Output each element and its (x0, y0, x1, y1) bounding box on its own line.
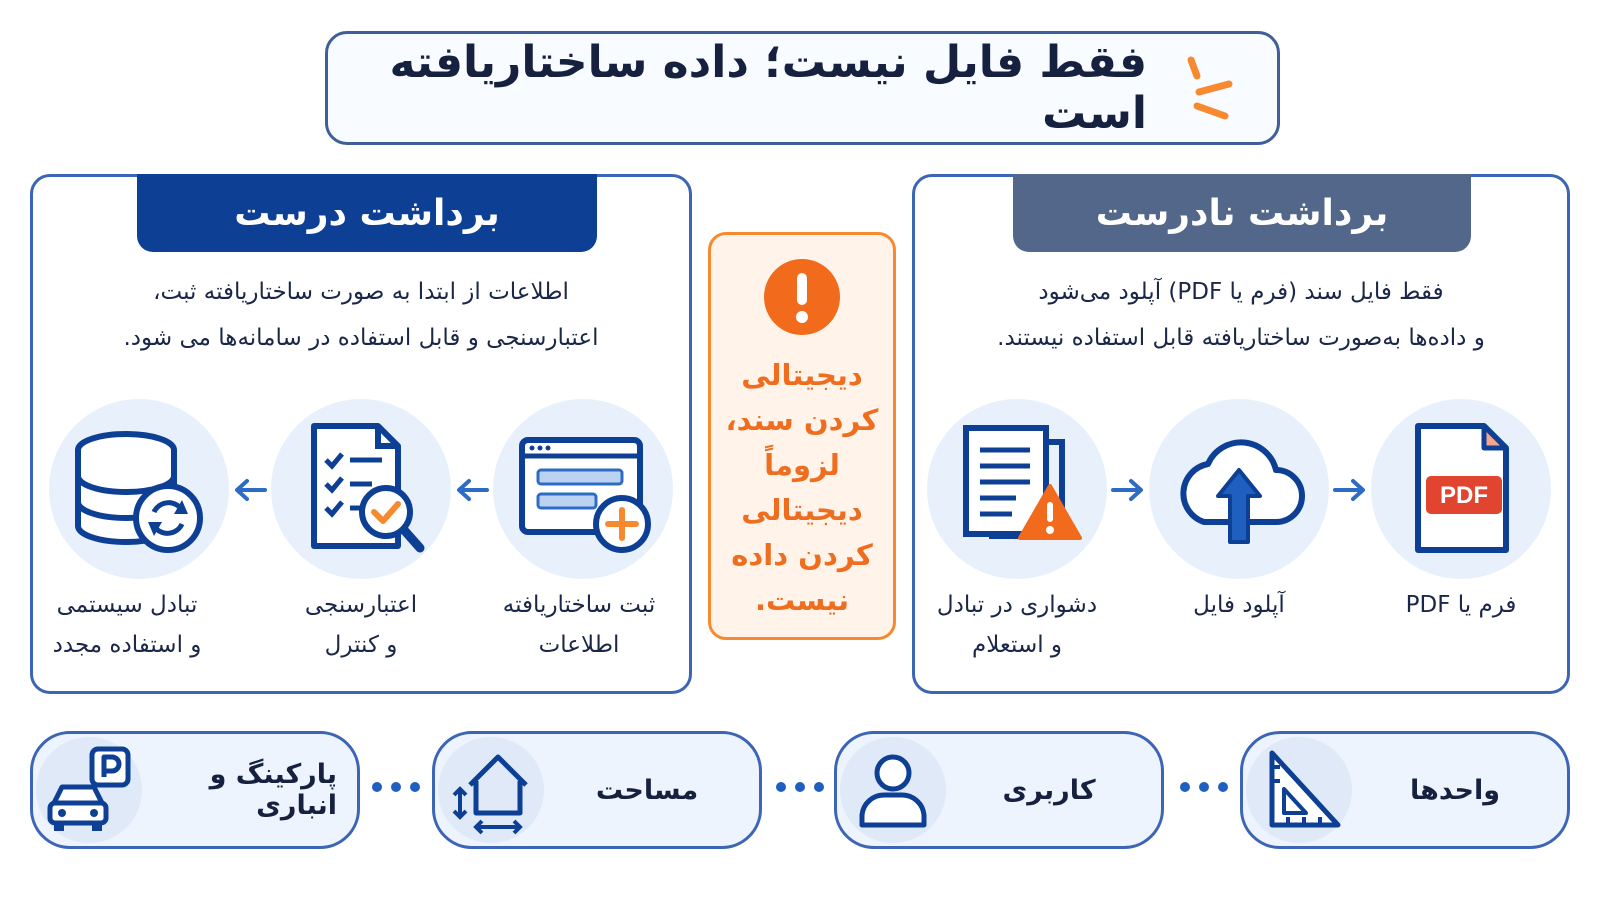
step-label-line: تبادل سیستمی (56, 592, 198, 618)
wrong-desc-line: فقط فایل سند (فرم یا PDF) آپلود می‌شود (1038, 279, 1444, 305)
title-box (325, 31, 1280, 145)
category-area (432, 731, 762, 849)
user-icon (848, 745, 938, 835)
correct-perception-panel (30, 174, 692, 694)
category-label: پارکینگ و انباری (209, 759, 337, 821)
correct-desc-line: اطلاعات از ابتدا به صورت ساختاریافته ثبت، (153, 279, 569, 305)
step-label-line: اعتبارسنجی (304, 592, 418, 618)
step-label-line: دشواری در تبادل (936, 592, 1098, 618)
exclamation-icon (762, 257, 842, 337)
step-label-line: و استفاده مجدد (52, 632, 202, 658)
center-note-text (719, 353, 885, 623)
wrong-desc-line: و داده‌ها به‌صورت ساختاریافته قابل استفاده نیستند. (997, 325, 1485, 351)
step-label (27, 585, 227, 665)
pdf-badge-text: PDF (1440, 482, 1488, 509)
step-label (1361, 585, 1561, 625)
arrow-left-icon (455, 477, 489, 503)
arrow-right-icon (1111, 477, 1145, 503)
category-icon-circle (840, 737, 946, 843)
step-label (1139, 585, 1339, 625)
wrong-panel-description (945, 269, 1537, 361)
center-note-line: دیجیتالی (741, 493, 863, 527)
form-add-icon (508, 414, 658, 564)
category-label: واحدها (1410, 774, 1500, 806)
arrow-left-icon (233, 477, 267, 503)
category-parking (30, 731, 360, 849)
step-label-line: آپلود فایل (1193, 592, 1285, 618)
wrong-perception-panel (912, 174, 1570, 694)
category-label: مساحت (595, 774, 699, 806)
page-title: فقط فایل نیست؛ داده ساختاریافته است (389, 37, 1147, 139)
step-label-line: و کنترل (324, 632, 398, 658)
dots-connector (1178, 780, 1230, 794)
step-circle (1371, 399, 1551, 579)
document-warning-icon (942, 414, 1092, 564)
step-label (261, 585, 461, 665)
cloud-upload-icon (1164, 414, 1314, 564)
correct-desc-line: اعتبارسنجی و قابل استفاده در سامانه‌ها می شود. (123, 325, 599, 351)
step-label-line: فرم یا PDF (1405, 592, 1517, 618)
step-circle (493, 399, 673, 579)
pdf-file-icon (1386, 414, 1536, 564)
category-icon-circle (1246, 737, 1352, 843)
category-usage (834, 731, 1164, 849)
step-label-line: و استعلام (971, 632, 1063, 658)
step-label (479, 585, 679, 665)
category-units (1240, 731, 1570, 849)
dots-connector (370, 780, 422, 794)
center-note-line: لزوماً (764, 448, 840, 482)
step-circle (927, 399, 1107, 579)
checklist-magnifier-icon (286, 414, 436, 564)
wrong-panel-title: برداشت نادرست (1013, 174, 1471, 252)
step-label-line: ثبت ساختاریافته (502, 592, 656, 618)
step-circle (49, 399, 229, 579)
database-sync-icon (64, 414, 214, 564)
car-parking-icon (44, 745, 134, 835)
category-icon-circle (36, 737, 142, 843)
dots-connector (774, 780, 826, 794)
correct-panel-description (63, 269, 659, 361)
center-note-line: کردن سند، (725, 403, 879, 437)
category-label: کاربری (1002, 774, 1096, 806)
correct-panel-title: برداشت درست (137, 174, 597, 252)
arrow-right-icon (1333, 477, 1367, 503)
center-note-line: دیجیتالی (741, 358, 863, 392)
center-note-line: کردن داده (731, 538, 873, 572)
step-label-line: اطلاعات (538, 632, 620, 658)
step-circle (271, 399, 451, 579)
house-area-icon (446, 745, 536, 835)
triangle-ruler-icon (1254, 745, 1344, 835)
center-note-line: نیست. (755, 583, 849, 617)
step-label (917, 585, 1117, 665)
center-note-box (708, 232, 896, 640)
spark-icon (1177, 54, 1237, 124)
category-icon-circle (438, 737, 544, 843)
step-circle (1149, 399, 1329, 579)
